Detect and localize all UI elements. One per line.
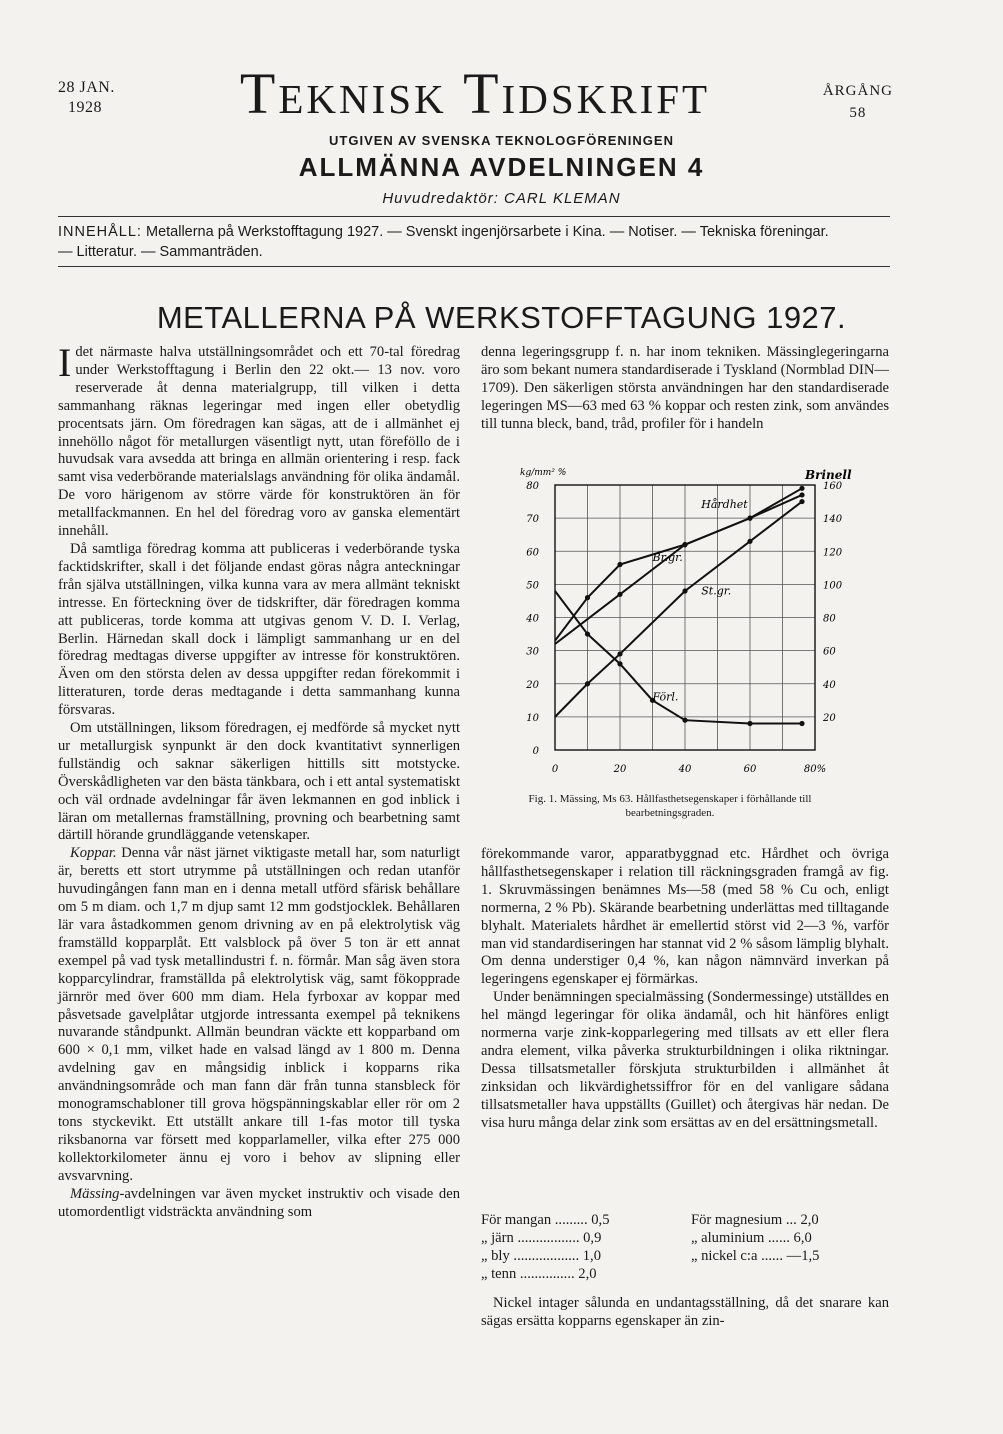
table-row: För mangan ......... 0,5 För magnesium ... 2,0: [481, 1212, 819, 1228]
chart-series-line: [555, 495, 802, 641]
paragraph-publications: Då samtliga föredrag komma att publiceras i vederbörande tyska facktidskrifter, skall i det följande endast göras några anteckningar från själva utställningen, vilka kunna vara av mera allmänt tekniskt intresse. En förteckning över de tidskrifter, där föredragen komma att publiceras, torde komma att utgivas genom V. D. I. Verlag, Berlin. Härnedan skall dock i lämpligt sammanhang ur en del föredrag medtagas diverse uppgifter av intresse för konstruktören. Även om den största delen av dessa uppgifter redan förekommit i litteraturen, torde deras medtagande i detta sammanhang kunna försvaras.: [58, 540, 460, 719]
chart-data-point: [747, 721, 752, 726]
toc-line-1: Metallerna på Werkstofftagung 1927. — Svenskt ingenjörsarbete i Kina. — Notiser. — Tekniska föreningar.: [145, 224, 829, 240]
y-left-tick-label: 50: [526, 580, 539, 592]
x-tick-label: 20: [613, 764, 627, 775]
paragraph-exhibition: Om utställningen, liksom föredragen, ej medförde så mycket nytt ur metallurgisk synpunkt är den dock kvantitativt synnerligen fullständig och saknar säkerligen hittills sitt motstycke. Överskådligheten var den bästa tänkbara, och i ett antal systematiskt och väl ordnade avdelningar får även lekmannen en god inblick i läran om metallernas framställning, provning och bearbetning samt därtill hörande grundläggande vetenskaper.: [58, 720, 460, 844]
chart-data-point: [617, 562, 622, 567]
y-right-tick-label: 80: [823, 613, 836, 625]
chart-data-point: [799, 492, 804, 497]
left-column: [58, 340, 461, 1221]
y-left-tick-label: 0: [532, 746, 539, 757]
chart-data-point: [682, 542, 687, 547]
x-tick-label: 80%: [803, 764, 827, 775]
y-right-tick-label: 20: [823, 712, 836, 724]
toc-line-2: — Litteratur. — Sammanträden.: [58, 244, 263, 260]
chart-data-point: [799, 721, 804, 726]
chart-data-point: [682, 718, 687, 723]
y-right-tick-label: 60: [823, 646, 836, 658]
top-rule: [58, 216, 890, 217]
toc-label: INNEHÅLL:: [58, 224, 142, 240]
y-left-tick-label: 20: [526, 679, 539, 691]
chart-series-line: [555, 502, 802, 717]
chart-data-point: [617, 661, 622, 666]
section-title: ALLMÄNNA AVDELNINGEN 4: [298, 152, 705, 182]
y-left-unit: kg/mm² %: [520, 468, 567, 478]
chart-series-label: Förl.: [652, 690, 679, 704]
chart-data-point: [585, 631, 590, 636]
table-row: „ tenn ............... 2,0: [481, 1266, 597, 1282]
koppar-heading: Koppar.: [70, 845, 117, 862]
x-tick-label: 0: [551, 764, 559, 775]
y-left-tick-label: 70: [526, 514, 539, 526]
masthead-title: Teknisk Tidskrift: [239, 61, 711, 126]
paragraph-specialmassing: Under benämningen specialmässing (Sondermessinge) utställdes en hel mängd legeringar för olika ändamål, och hit hänföres enligt normerna varje zink-kopparlegering med tillsats av ett eller flera andra element, vilka påverka strukturbildningen i olika riktningar. Dessa tillsatsmetaller förskjuta strukturbilden i allmänhet åt zinksidan och likvärdighetssiffror för en del vanligare sådana tillsatsmetaller hava uppställts (Guillet) och återgivas här nedan. De visa huru många delar zink som ersättas av en del ersättningsmetall.: [481, 989, 889, 1131]
paragraph-intro: Idet närmaste halva utställningsområdet och ett 70-tal föredrag under Werkstofftagung i Berlin den 22 okt.— 13 nov. voro reserverade åt denna materialgrupp, till vilken i detta sammanhang räknas legeringar med ingen eller obetydlig procentsats järn. Om föredragen kan sägas, att de i allmänhet ej innehöllo något för metallurgen väsentligt nytt, utan föreföllo de i huvudsak vara avsedda att bringa en allmän orientering i resp. fack samt visa vederbörande materialslags användning för olika ändamål. De voro härigenom av större värde för konstruktören än för metallfackmannen. En hel del föredrag voro av ganska elementärt innehåll.: [58, 340, 460, 540]
publisher-line: UTGIVEN AV SVENSKA TEKNOLOGFÖRENINGEN: [329, 133, 674, 148]
massing-heading: Mässing: [70, 1185, 120, 1202]
drop-cap: I: [58, 340, 72, 385]
issue-date-day: 28 JAN.: [58, 79, 115, 96]
chart-data-point: [617, 592, 622, 597]
x-tick-label: 40: [678, 764, 692, 775]
paragraph-nickel: Nickel intager sålunda en undantagsställning, då det snarare kan sägas ersätta kopparns egenskaper än zin-: [481, 1295, 889, 1329]
paragraph-hardhet: förekommande varor, apparatbyggnad etc. Hårdhet och övriga hållfasthetsegenskaper i relation till räckningsgraden framgå av fig. 1. Skruvmässingen benämnes Ms—58 (med 58 % Cu och, enligt normerna, 2 % Pb). Skärande bearbetning underlättas med tilltagande blyhalt. Materialets hårdhet är emellertid störst vid 2—3 %, varför man vid standardiseringen har stannat vid 2 % såsom lämplig blyhalt. Om denna understiger 0,4 %, kan någon nämnvärd inverkan på legeringens egenskaper ej förmärkas.: [481, 846, 889, 988]
y-right-tick-label: 40: [823, 679, 836, 691]
article-title: METALLERNA PÅ WERKSTOFFTAGUNG 1927.: [156, 300, 847, 335]
x-tick-label: 60: [743, 764, 757, 775]
chart-series-line: [555, 591, 802, 724]
figure-caption: Fig. 1. Mässing, Ms 63. Hållfasthetsegenskaper i förhållande till bearbetningsgraden.: [528, 793, 812, 819]
chart-data-point: [682, 588, 687, 593]
chart-data-point: [585, 681, 590, 686]
table-row: „ järn ................. 0,9 „ aluminium ...... 6,0: [481, 1230, 812, 1246]
issue-date-year: 1928: [68, 99, 102, 116]
figure-1-chart: [510, 460, 860, 790]
chart-data-point: [585, 595, 590, 600]
chart-series-label: Br.gr.: [652, 551, 683, 565]
y-left-tick-label: 30: [526, 646, 539, 658]
y-left-tick-label: 40: [526, 613, 539, 625]
y-left-tick-label: 60: [526, 547, 539, 559]
table-row: „ bly .................. 1,0 „ nickel c:a ...... —1,5: [481, 1248, 820, 1264]
volume-info: [823, 80, 893, 124]
chart-data-point: [747, 516, 752, 521]
y-right-tick-label: 100: [823, 580, 843, 592]
chart-data-point: [799, 486, 804, 491]
chart-data-point: [799, 499, 804, 504]
paragraph-koppar: Koppar. Denna vår näst järnet viktigaste metall har, som naturligt är, beretts ett stort utrymme på utställningen och redan utanför huvudingången fann man en i denna metall utförd sfärisk behållare om 5 m diam. och 1,7 m djup samt 12 mm godstjocklek. Behållaren lär vara åstadkommen genom drivning av en på elektrolytisk väg framställd kopparplåt. Ett valsblock på över 5 ton är ett annat exempel på vad tysk metallindustri f. n. förmår. Man såg även stora kopparcylindrar, framställda på elektrolytisk väg, samt fökopprade järnrör med över 600 mm diam. Hela fyrboxar av koppar med påsvetsade gavelplåtar utgjorde intressanta exempel på teknikens nuvarande ståndpunkt. Allmän beundran väckte ett kopparband om 600 × 0,1 mm, vilket hade en valsad längd av 1 800 m. Denna avdelning gav en mångsidig inblick i kopparns rika användningsområde och man fann där från tunna stansbleck för monogramschabloner till grova högspänningskablar eller rör om 2 tons styckevikt. Ett utställt ankare till 1-fas motor till tyska riksbanorna var försett med kopparlameller, vilka efter 275 000 kollektorkilometer ännu ej voro i behov av slipning eller avsvarvning.: [58, 845, 461, 1184]
y-left-tick-label: 80: [526, 481, 539, 492]
right-column-top: [481, 344, 889, 434]
editor-line: Huvudredaktör: CARL KLEMAN: [382, 190, 621, 207]
chart-data-point: [747, 539, 752, 544]
volume-number: 58: [849, 105, 867, 121]
y-right-label: Brinell: [805, 468, 852, 482]
equivalence-table: [481, 1211, 889, 1283]
y-right-tick-label: 120: [823, 547, 843, 559]
y-right-tick-label: 140: [823, 514, 843, 526]
chart-data-point: [617, 651, 622, 656]
bottom-rule: [58, 266, 890, 267]
paragraph-massing-cont: denna legeringsgrupp f. n. har inom tekniken. Mässinglegeringarna äro som bekant numera standardiserade i Tyskland (Normblad DIN—1709). Den säkerligen största användningen har den standardiserade legeringen MS—63 med 63 % koppar och resten zink, som användes till tunna bleck, band, tråd, profiler för i handeln: [481, 344, 889, 432]
right-column-bottom: [481, 846, 889, 1133]
chart-series-label: Hårdhet: [701, 498, 748, 512]
paragraph-massing: Mässing-avdelningen var även mycket instruktiv och visade den utomordentligt vidsträckta användning som: [58, 1185, 460, 1220]
issue-date: [58, 78, 115, 118]
y-right-tick-label: 160: [823, 481, 843, 492]
chart-series-label: St.gr.: [701, 584, 732, 598]
y-left-tick-label: 10: [526, 712, 539, 724]
right-column-end: [481, 1295, 889, 1331]
table-of-contents: [58, 222, 894, 262]
volume-label: ÅRGÅNG: [822, 83, 893, 99]
